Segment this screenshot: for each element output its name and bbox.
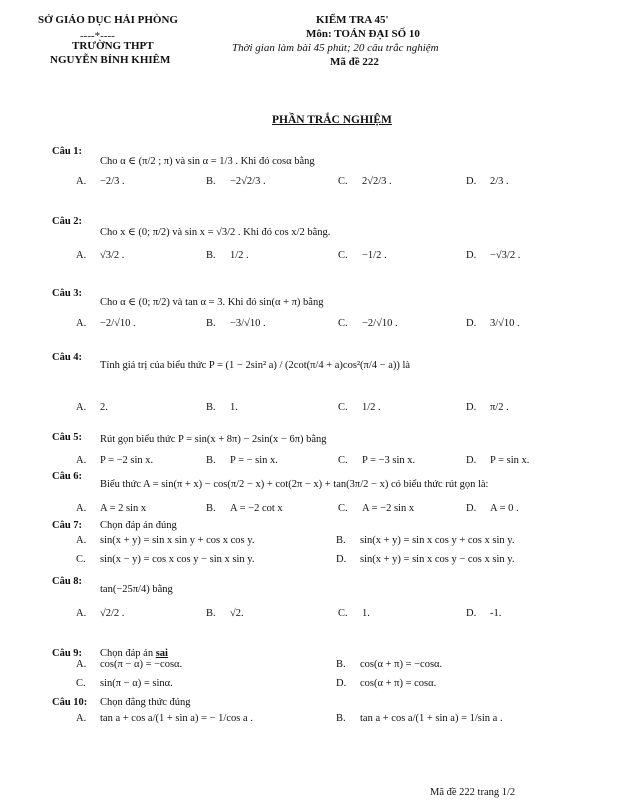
option-letter: B. — [206, 250, 216, 261]
question-label: Câu 2: — [52, 216, 83, 227]
option-letter: B. — [206, 503, 216, 514]
option-letter: C. — [338, 318, 348, 329]
option-value: sin(x + y) = sin x cos y − cos x sin y. — [360, 554, 515, 565]
option-letter: A. — [76, 503, 87, 514]
question-label: Câu 9: — [52, 648, 83, 659]
option-value: π/2 . — [490, 402, 509, 413]
question-text: Chọn đáp án đúng — [100, 520, 177, 531]
question-label: Câu 4: — [52, 352, 83, 363]
question-text: Rút gọn biểu thức P = sin(x + 8π) − 2sin(x − 6π) bằng — [100, 434, 327, 445]
question-text: Cho α ∈ (π/2 ; π) và sin α = 1/3 . Khi đó cosα bằng — [100, 156, 315, 167]
option-value: 1. — [230, 402, 238, 413]
option-letter: C. — [338, 402, 348, 413]
question-text: tan(−25π/4) bằng — [100, 584, 173, 595]
option-value: −√3/2 . — [490, 250, 521, 261]
option-letter: A. — [76, 659, 87, 670]
option-letter: C. — [338, 503, 348, 514]
option-letter: C. — [338, 176, 348, 187]
option-value: √2. — [230, 608, 244, 619]
option-letter: C. — [76, 554, 86, 565]
option-letter: A. — [76, 176, 87, 187]
subject: Môn: TOÁN ĐẠI SỐ 10 — [306, 28, 420, 40]
option-letter: D. — [466, 503, 477, 514]
option-value: P = −2 sin x. — [100, 455, 154, 466]
option-letter: C. — [338, 250, 348, 261]
option-value: P = −3 sin x. — [362, 455, 416, 466]
option-value: A = 2 sin x — [100, 503, 147, 514]
exam-title: KIỂM TRA 45' — [316, 14, 389, 26]
option-value: cos(α + π) = cosα. — [360, 678, 437, 689]
option-letter: B. — [206, 402, 216, 413]
option-letter: A. — [76, 455, 87, 466]
page-footer: Mã đề 222 trang 1/2 — [430, 787, 516, 798]
option-letter: B. — [206, 608, 216, 619]
question-label: Câu 8: — [52, 576, 83, 587]
section-title: PHẦN TRẮC NGHIỆM — [272, 114, 392, 126]
option-letter: D. — [336, 678, 347, 689]
option-value: −2/3 . — [100, 176, 125, 187]
question-text-emphasis: sai — [155, 648, 168, 659]
option-letter: A. — [76, 535, 87, 546]
option-letter: A. — [76, 402, 87, 413]
option-value: 3/√10 . — [490, 318, 520, 329]
option-letter: B. — [206, 176, 216, 187]
option-value: −2/√10 . — [362, 318, 398, 329]
option-value: A = −2 sin x — [362, 503, 415, 514]
option-value: A = 0 . — [490, 503, 519, 514]
exam-code: Mã đề 222 — [330, 56, 379, 68]
option-value: 1/2 . — [362, 402, 381, 413]
question-text: Cho x ∈ (0; π/2) và sin x = √3/2 . Khi đó cos x/2 bằng. — [100, 227, 331, 238]
option-letter: A. — [76, 608, 87, 619]
school-line-1: TRƯỜNG THPT — [72, 40, 154, 52]
option-value: sin(π − α) = sinα. — [100, 678, 173, 689]
question-text: Cho α ∈ (0; π/2) và tan α = 3. Khi đó sin(α + π) bằng — [100, 297, 324, 308]
question-label: Câu 1: — [52, 146, 83, 157]
option-value: 1/2 . — [230, 250, 249, 261]
option-letter: C. — [338, 608, 348, 619]
option-value: −3/√10 . — [230, 318, 266, 329]
option-letter: A. — [76, 318, 87, 329]
option-value: 2√2/3 . — [362, 176, 392, 187]
question-label: Câu 5: — [52, 432, 83, 443]
option-letter: A. — [76, 250, 87, 261]
option-value: tan a + cos a/(1 + sin a) = − 1/cos a . — [100, 713, 253, 724]
option-value: cos(α + π) = −cosα. — [360, 659, 443, 670]
option-value: 2/3 . — [490, 176, 509, 187]
option-letter: D. — [466, 176, 477, 187]
option-value: √3/2 . — [100, 250, 125, 261]
question-text: Chọn đẳng thức đúng — [100, 697, 191, 708]
department: SỞ GIÁO DỤC HẢI PHÒNG — [38, 14, 178, 26]
option-value: −1/2 . — [362, 250, 387, 261]
time-info: Thời gian làm bài 45 phút; 20 câu trắc nghiệm — [232, 42, 439, 54]
option-letter: D. — [336, 554, 347, 565]
option-letter: B. — [336, 713, 346, 724]
option-value: sin(x + y) = sin x cos y + cos x sin y. — [360, 535, 515, 546]
option-letter: C. — [338, 455, 348, 466]
option-value: 1. — [362, 608, 370, 619]
option-letter: C. — [76, 678, 86, 689]
option-letter: B. — [336, 535, 346, 546]
option-value: P = sin x. — [490, 455, 530, 466]
question-label: Câu 6: — [52, 471, 83, 482]
option-value: √2/2 . — [100, 608, 125, 619]
question-text: Tính giá trị của biểu thức P = (1 − 2sin² a) / (2cot(π/4 + a)cos²(π/4 − a)) là — [100, 360, 411, 371]
option-letter: B. — [206, 455, 216, 466]
question-text-prefix: Chọn đáp án — [100, 648, 156, 659]
option-letter: D. — [466, 402, 477, 413]
question-label: Câu 7: — [52, 520, 83, 531]
option-value: −2√2/3 . — [230, 176, 266, 187]
option-letter: D. — [466, 455, 477, 466]
option-letter: B. — [206, 318, 216, 329]
option-letter: B. — [336, 659, 346, 670]
option-value: cos(π − α) = −cosα. — [100, 659, 183, 670]
option-value: 2. — [100, 402, 108, 413]
question-label: Câu 3: — [52, 288, 83, 299]
option-value: -1. — [490, 608, 502, 619]
option-value: sin(x − y) = cos x cos y − sin x sin y. — [100, 554, 255, 565]
option-value: sin(x + y) = sin x sin y + cos x cos y. — [100, 535, 255, 546]
question-text: Biểu thức A = sin(π + x) − cos(π/2 − x) + cot(2π − x) + tan(3π/2 − x) có biểu thức rút gọn là: — [100, 479, 489, 490]
header-separator: ----*---- — [80, 30, 115, 42]
question-text — [100, 648, 168, 659]
option-letter: D. — [466, 318, 477, 329]
option-value: P = − sin x. — [230, 455, 278, 466]
option-value: tan a + cos a/(1 + sin a) = 1/sin a . — [360, 713, 503, 724]
question-label: Câu 10: — [52, 697, 88, 708]
option-value: −2/√10 . — [100, 318, 136, 329]
option-letter: D. — [466, 608, 477, 619]
option-letter: A. — [76, 713, 87, 724]
option-letter: D. — [466, 250, 477, 261]
school-line-2: NGUYỄN BỈNH KHIÊM — [50, 54, 171, 66]
option-value: A = −2 cot x — [230, 503, 283, 514]
